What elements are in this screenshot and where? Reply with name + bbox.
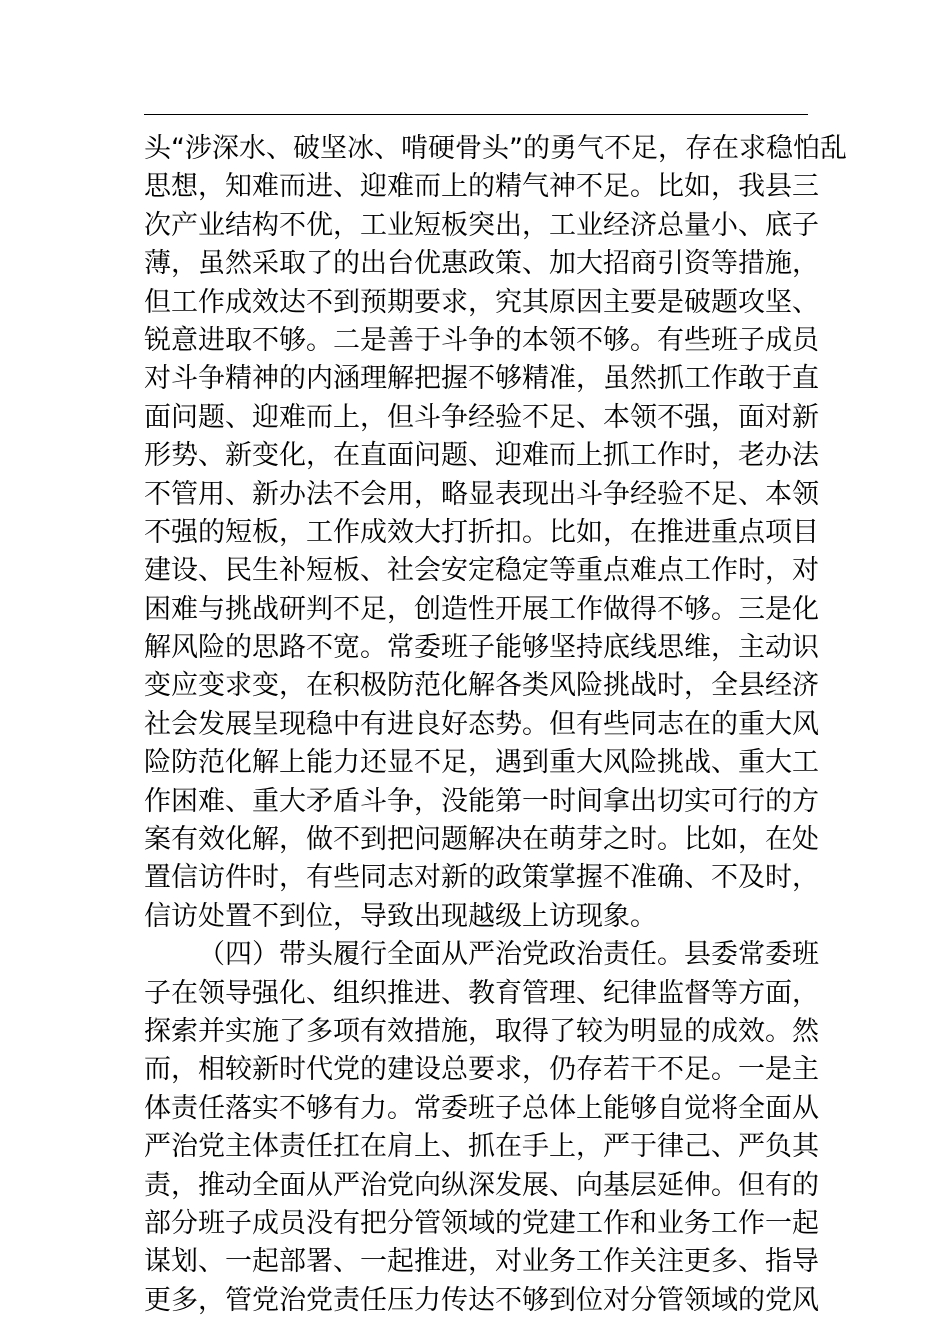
text-line: 信访处置不到位，导致出现越级上访现象。 <box>144 900 657 932</box>
text-line: 次产业结构不优，工业短板突出，工业经济总量小、底子 <box>144 209 819 241</box>
text-line: 作困难、重大矛盾斗争，没能第一时间拿出切实可行的方 <box>144 785 819 817</box>
text-line: 不强的短板，工作成效大打折扣。比如，在推进重点项目 <box>144 516 819 548</box>
text-line: 探索并实施了多项有效措施，取得了较为明显的成效。然 <box>144 1015 819 1047</box>
text-line: 子在领导强化、组织推进、教育管理、纪律监督等方面， <box>144 977 819 1009</box>
text-line: 面问题、迎难而上，但斗争经验不足、本领不强，面对新 <box>144 401 819 433</box>
text-line: 但工作成效达不到预期要求，究其原因主要是破题攻坚、 <box>144 286 819 318</box>
text-line: 变应变求变，在积极防范化解各类风险挑战时，全县经济 <box>144 670 819 702</box>
text-line: 锐意进取不够。二是善于斗争的本领不够。有些班子成员 <box>144 324 819 356</box>
text-line: 更多，管党治党责任压力传达不够到位对分管领域的党风 <box>144 1284 819 1316</box>
text-line: 险防范化解上能力还显不足，遇到重大风险挑战、重大工 <box>144 747 819 779</box>
text-line: 体责任落实不够有力。常委班子总体上能够自觉将全面从 <box>144 1092 819 1124</box>
text-line: 置信访件时，有些同志对新的政策掌握不准确、不及时， <box>144 862 819 894</box>
text-line: 解风险的思路不宽。常委班子能够坚持底线思维，主动识 <box>144 632 819 664</box>
text-line: 而，相较新时代党的建设总要求，仍存若干不足。一是主 <box>144 1054 819 1086</box>
text-line: 严治党主体责任扛在肩上、抓在手上，严于律己、严负其 <box>144 1131 819 1163</box>
body-text <box>144 130 847 1320</box>
text-line: 思想，知难而进、迎难而上的精气神不足。比如，我县三 <box>144 171 819 203</box>
text-line: 头“涉深水、破坚冰、啃硬骨头”的勇气不足，存在求稳怕乱 <box>144 133 847 164</box>
text-line: 困难与挑战研判不足，创造性开展工作做得不够。三是化 <box>144 593 819 625</box>
section-heading-line: （四）带头履行全面从严治党政治责任。县委常委班 <box>198 939 819 971</box>
text-line: 部分班子成员没有把分管领域的党建工作和业务工作一起 <box>144 1207 819 1239</box>
text-line: 建设、民生补短板、社会安定稳定等重点难点工作时，对 <box>144 555 819 587</box>
text-line: 薄，虽然采取了的出台优惠政策、加大招商引资等措施， <box>144 248 819 280</box>
text-line: 对斗争精神的内涵理解把握不够精准，虽然抓工作敢于直 <box>144 363 819 395</box>
header-rule <box>144 114 808 115</box>
text-line: 案有效化解，做不到把问题解决在萌芽之时。比如，在处 <box>144 824 819 856</box>
text-line: 不管用、新办法不会用，略显表现出斗争经验不足、本领 <box>144 478 819 510</box>
text-line: 形势、新变化，在直面问题、迎难而上抓工作时，老办法 <box>144 440 819 472</box>
text-line: 责，推动全面从严治党向纵深发展、向基层延伸。但有的 <box>144 1169 819 1201</box>
text-line: 谋划、一起部署、一起推进，对业务工作关注更多、指导 <box>144 1246 819 1278</box>
text-line: 社会发展呈现稳中有进良好态势。但有些同志在的重大风 <box>144 708 819 740</box>
